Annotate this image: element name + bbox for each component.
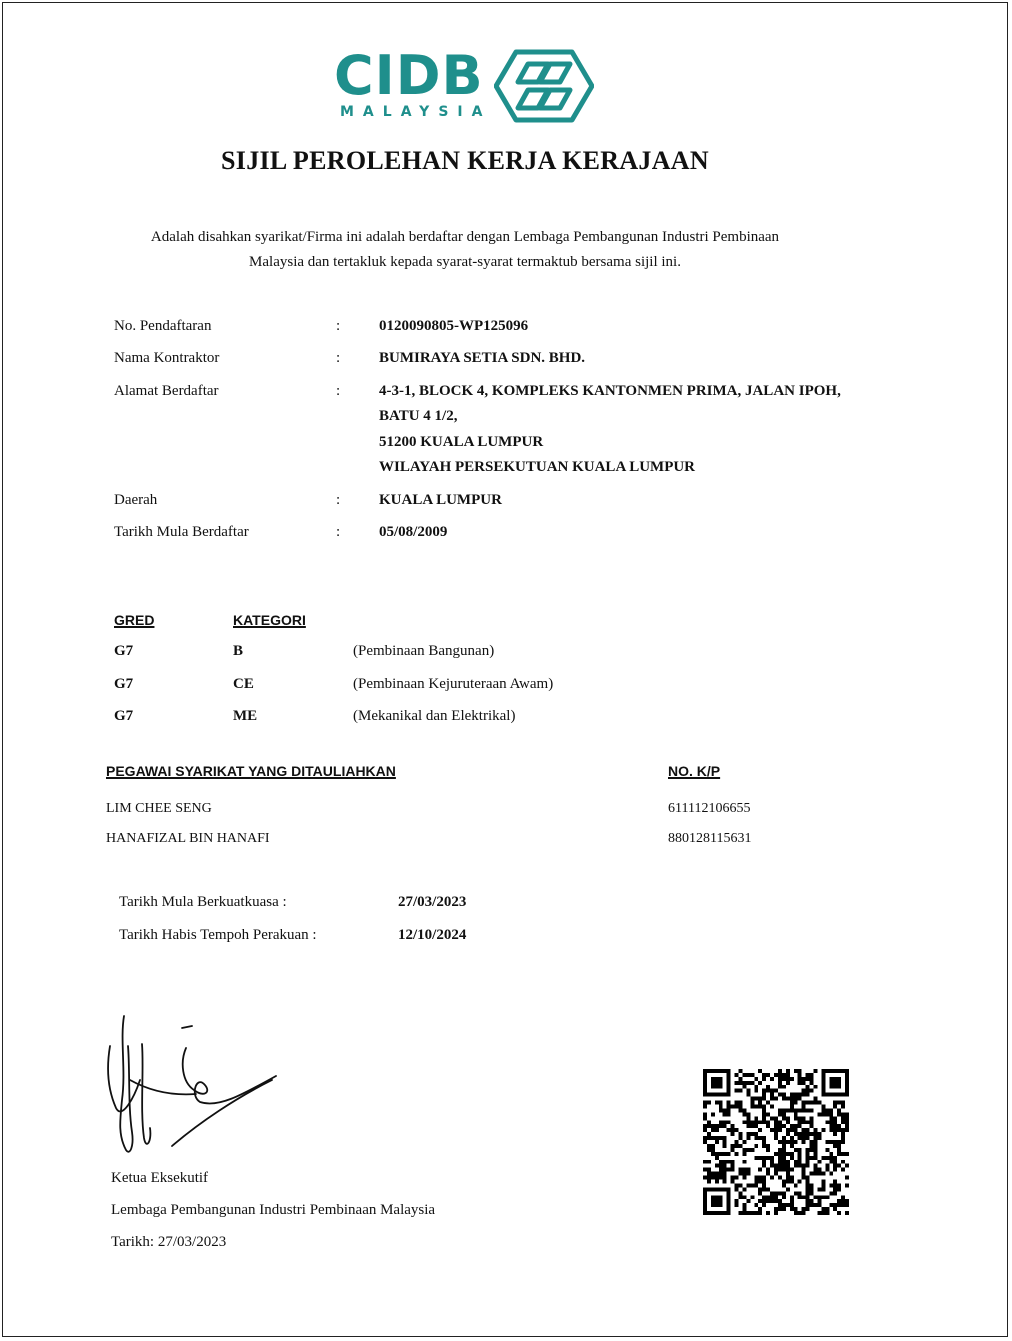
qr-code-image [703, 1069, 849, 1215]
grade-value: G7 [114, 676, 134, 692]
id-number-header: NO. K/P [668, 763, 721, 779]
officer-name: HANAFIZAL BIN HANAFI [106, 831, 270, 846]
certificate-title: SIJIL PEROLEHAN KERJA KERAJAAN [221, 146, 709, 175]
officer-name: LIM CHEE SENG [106, 801, 212, 816]
category-description: (Pembinaan Kejuruteraan Awam) [353, 676, 554, 692]
address-line-1: 4-3-1, BLOCK 4, KOMPLEKS KANTONMEN PRIMA, JALAN IPOH, [379, 383, 841, 399]
address-line-2: BATU 4 1/2, [379, 408, 458, 424]
cidb-logo [334, 44, 596, 128]
logo-subtitle: MALAYSIA [340, 104, 492, 120]
grade-value: G7 [114, 708, 134, 724]
registration-number-label: No. Pendaftaran [114, 318, 212, 334]
expiry-date-label: Tarikh Habis Tempoh Perakuan : [119, 927, 317, 943]
address-line-4: WILAYAH PERSEKUTUAN KUALA LUMPUR [379, 459, 696, 475]
intro-line-1: Adalah disahkan syarikat/Firma ini adalah berdaftar dengan Lembaga Pembangunan Industri Pembinaan [150, 229, 780, 245]
category-value: B [233, 643, 244, 659]
effective-date-value: 27/03/2023 [398, 894, 467, 910]
signature-image [100, 1010, 290, 1160]
district-value: KUALA LUMPUR [379, 492, 502, 508]
grade-value: G7 [114, 643, 134, 659]
signatory-title: Ketua Eksekutif [111, 1170, 209, 1186]
signatory-date: Tarikh: 27/03/2023 [111, 1234, 227, 1250]
registration-date-value: 05/08/2009 [379, 524, 448, 540]
colon: : [336, 318, 341, 334]
category-description: (Pembinaan Bangunan) [353, 643, 495, 659]
colon: : [336, 492, 341, 508]
expiry-date-value: 12/10/2024 [398, 927, 467, 943]
signatory-organization: Lembaga Pembangunan Industri Pembinaan Malaysia [111, 1202, 436, 1218]
colon: : [336, 350, 341, 366]
district-label: Daerah [114, 492, 158, 508]
colon: : [336, 524, 341, 540]
intro-line-2: Malaysia dan tertakluk kepada syarat-syarat termaktub bersama sijil ini. [249, 254, 681, 270]
registration-number-value: 0120090805-WP125096 [379, 318, 529, 334]
logo-hexagon-icon [494, 48, 594, 124]
address-line-3: 51200 KUALA LUMPUR [379, 434, 544, 450]
officer-id: 611112106655 [668, 801, 751, 816]
category-description: (Mekanikal dan Elektrikal) [353, 708, 516, 724]
category-value: ME [233, 708, 258, 724]
registration-date-label: Tarikh Mula Berdaftar [114, 524, 249, 540]
address-label: Alamat Berdaftar [114, 383, 219, 399]
officer-id: 880128115631 [668, 831, 752, 846]
colon: : [336, 383, 341, 399]
officers-header: PEGAWAI SYARIKAT YANG DITAULIAHKAN [106, 763, 396, 779]
category-header: KATEGORI [233, 612, 306, 628]
contractor-name-label: Nama Kontraktor [114, 350, 220, 366]
contractor-name-value: BUMIRAYA SETIA SDN. BHD. [379, 350, 586, 366]
effective-date-label: Tarikh Mula Berkuatkuasa : [119, 894, 287, 910]
grade-header: GRED [114, 612, 155, 628]
logo-wordmark: CIDB [334, 44, 484, 107]
category-value: CE [233, 676, 254, 692]
